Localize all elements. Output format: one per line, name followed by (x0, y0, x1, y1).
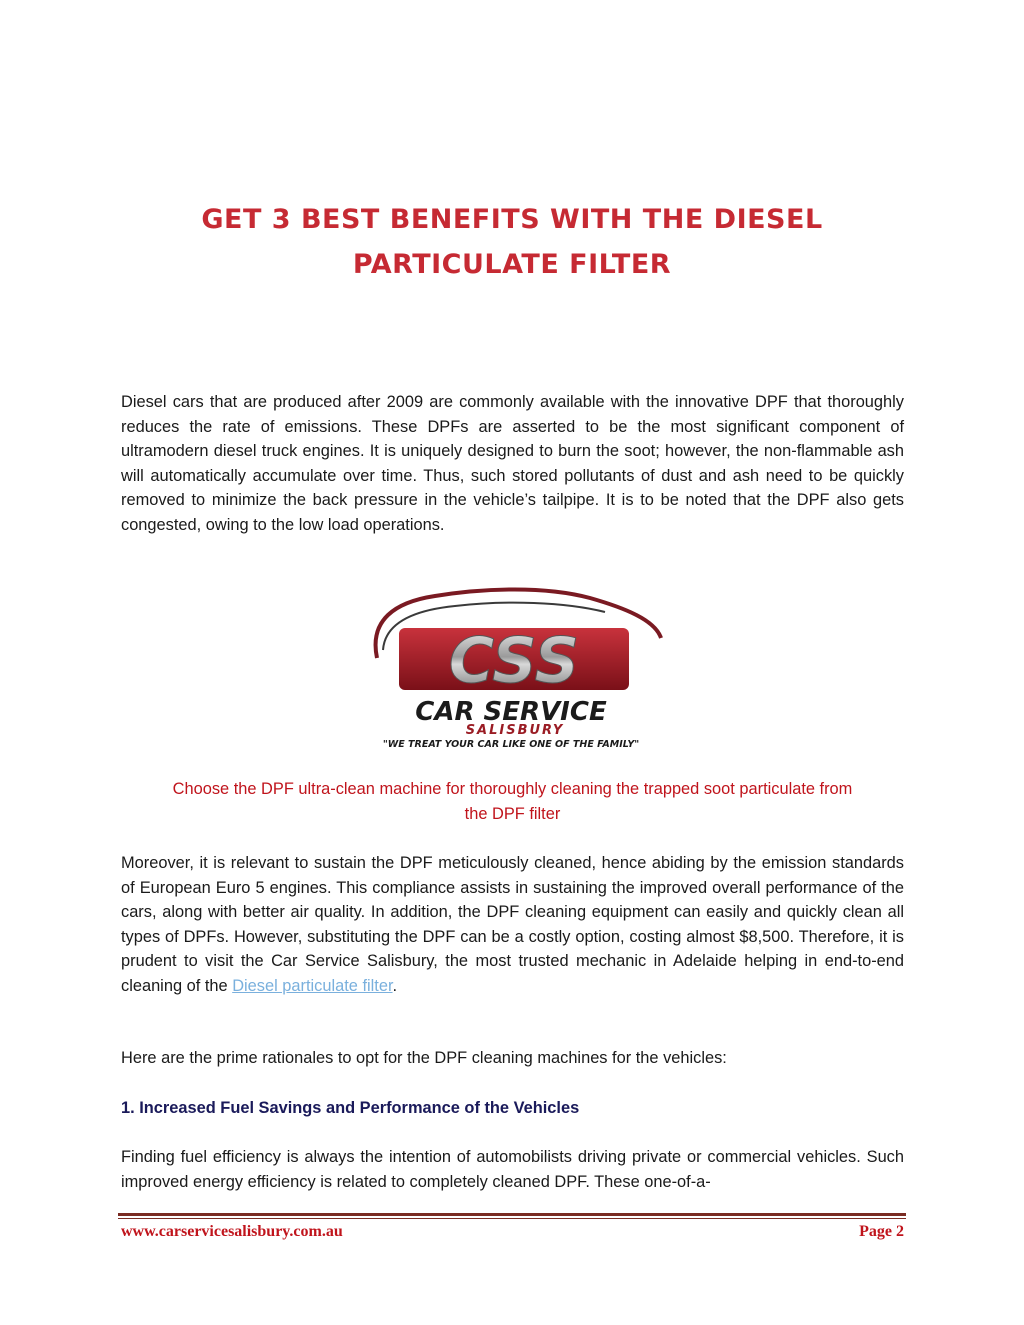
logo-tagline: "WE TREAT YOUR CAR LIKE ONE OF THE FAMILY" (382, 739, 640, 750)
car-service-salisbury-logo (355, 580, 667, 752)
section-heading-1: 1. Increased Fuel Savings and Performance of the Vehicles (121, 1099, 580, 1117)
image-caption (110, 777, 915, 826)
body-paragraph-2-end: . (392, 976, 398, 995)
caption-line-2: the DPF filter (464, 804, 561, 823)
logo-location: SALISBURY (465, 723, 565, 738)
body-paragraph-4: Finding fuel efficiency is always the intention of automobilists driving private or commercial vehicles. Such improved energy efficiency is related to completely cleaned DPF. These one-of-a- (121, 1148, 904, 1191)
diesel-particulate-filter-link[interactable]: Diesel particulate filter (232, 976, 393, 995)
intro-paragraph: Diesel cars that are produced after 2009 are commonly available with the innovative DPF that thoroughly reduces the rate of emissions. These DPFs are asserted to be the most significant component of ultramodern diesel truck engines. It is uniquely designed to burn the soot; however, the non-flammable ash will automatically accumulate over time. Thus, such stored pollutants of dust and ash need to be quickly removed to minimize the back pressure in the vehicle’s tailpipe. It is to be noted that the DPF also gets congested, owing to the low load operations. (121, 393, 904, 534)
body-paragraph-2 (121, 851, 904, 999)
logo-initials: CSS (448, 624, 580, 697)
footer-page-number: Page 2 (859, 1223, 904, 1240)
footer-website: www.carservicesalisbury.com.au (121, 1223, 343, 1240)
caption-line-1: Choose the DPF ultra-clean machine for thoroughly cleaning the trapped soot particulate from (172, 780, 853, 798)
footer-rule-thin (118, 1218, 906, 1219)
title-line-2: PARTICULATE FILTER (352, 249, 672, 280)
body-paragraph-2-text: Moreover, it is relevant to sustain the DPF meticulously cleaned, hence abiding by the emission standards of European Euro 5 engines. This compliance assists in sustaining the improved overall performance of the cars, along with better air quality. In addition, the DPF cleaning equipment can easily and quickly clean all types of DPFs. However, substituting the DPF can be a costly option, costing almost $8,500. Therefore, it is prudent to visit the Car Service Salisbury, the most trusted mechanic in Adelaide helping in end-to-end cleaning of the (121, 854, 904, 995)
footer-rule-thick (118, 1213, 906, 1216)
body-paragraph-3: Here are the prime rationales to opt for the DPF cleaning machines for the vehicles: (121, 1049, 727, 1067)
title-line-1: GET 3 BEST BENEFITS WITH THE DIESEL (201, 204, 823, 235)
logo-name: CAR SERVICE (415, 697, 607, 727)
page-title (0, 197, 1024, 287)
